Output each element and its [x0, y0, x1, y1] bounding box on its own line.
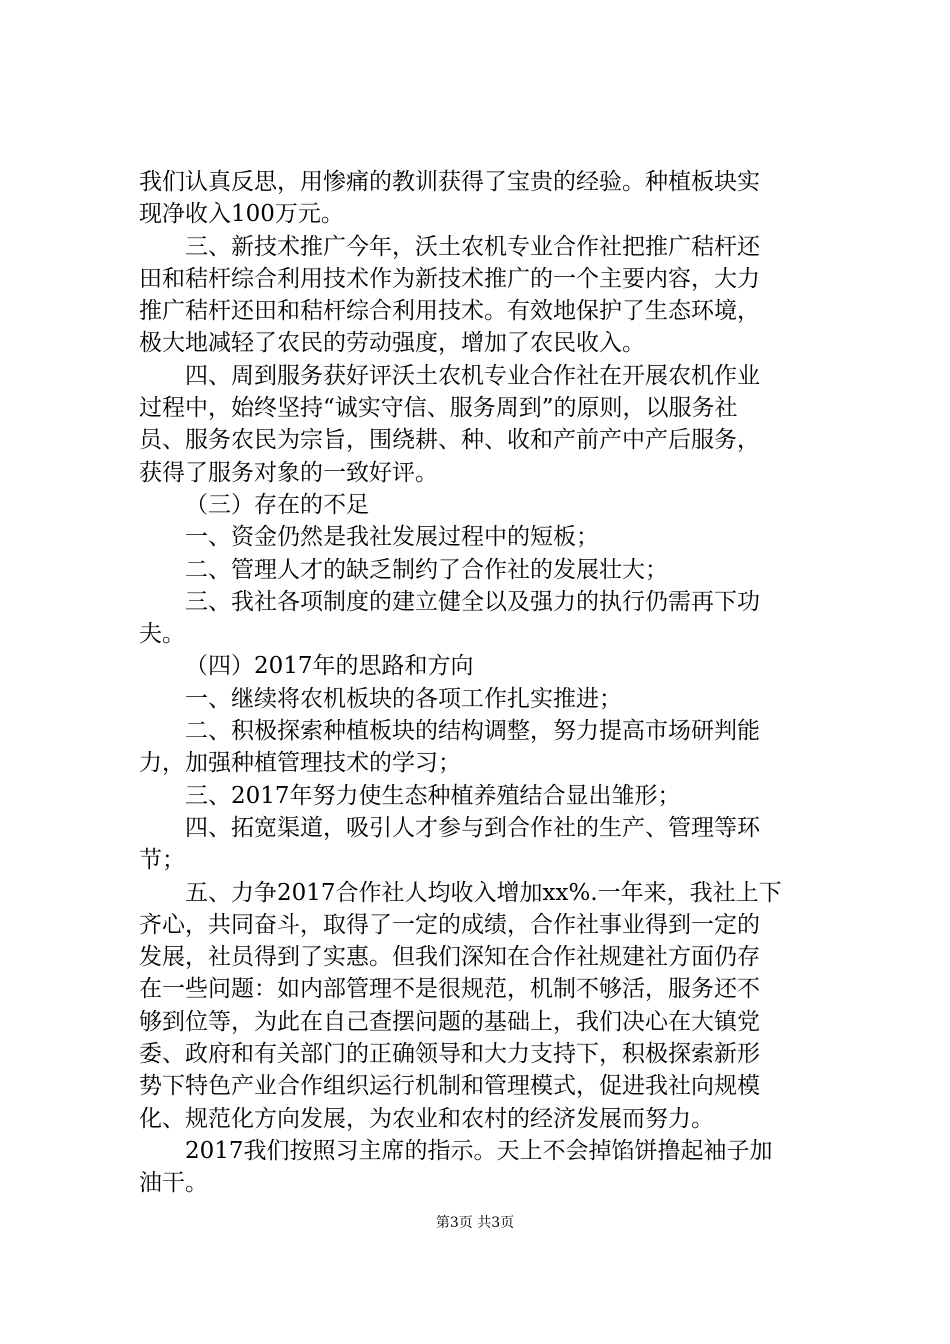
- paragraph-new-technology: 三、新技术推广今年，沃土农机专业合作社把推广秸杆还: [185, 233, 760, 260]
- text-line: 员、服务农民为宗旨，围绕耕、种、收和产前产中产后服务，: [139, 427, 760, 454]
- text-line: 油干。: [139, 1170, 208, 1197]
- text-line: 委、政府和有关部门的正确领导和大力支持下，积极探索新形: [139, 1041, 760, 1068]
- text-line: 获得了服务对象的一致好评。: [139, 459, 438, 486]
- text-line: 力，加强种植管理技术的学习；: [139, 750, 461, 777]
- text-line: 节；: [139, 847, 185, 874]
- page-number-label: 第3页 共3页: [435, 1215, 515, 1231]
- text-line: 过程中，始终坚持“诚实守信、服务周到”的原则，以服务社: [139, 395, 738, 422]
- closing-paragraph: 2017我们按照习主席的指示。天上不会掉馅饼撸起袖子加: [185, 1137, 773, 1164]
- list-item: 三、2017年努力使生态种植养殖结合显出雏形；: [185, 782, 681, 809]
- list-item: 一、继续将农机板块的各项工作扎实推进；: [185, 685, 622, 712]
- text-line: 田和秸杆综合利用技术作为新技术推广的一个主要内容，大力: [139, 265, 760, 292]
- list-item: 五、力争2017合作社人均收入增加xx%.一年来，我社上下: [185, 879, 782, 906]
- text-line: 夫。: [139, 621, 185, 648]
- paragraph-service: 四、周到服务获好评沃土农机专业合作社在开展农机作业: [185, 362, 760, 389]
- list-item: 二、管理人才的缺乏制约了合作社的发展壮大；: [185, 556, 668, 583]
- text-line: 齐心，共同奋斗，取得了一定的成绩，合作社事业得到一定的: [139, 911, 760, 938]
- text-line: 现净收入100万元。: [139, 201, 344, 228]
- text-line: 我们认真反思，用惨痛的教训获得了宝贵的经验。种植板块实: [139, 169, 760, 195]
- section-heading-shortcomings: （三）存在的不足: [185, 491, 369, 518]
- text-line: 化、规范化方向发展，为农业和农村的经济发展而努力。: [139, 1105, 714, 1132]
- list-item: 一、资金仍然是我社发展过程中的短板；: [185, 524, 599, 551]
- list-item: 二、积极探索种植板块的结构调整，努力提高市场研判能: [185, 718, 760, 745]
- text-line: 极大地减轻了农民的劳动强度，增加了农民收入。: [139, 330, 645, 357]
- text-line: 推广秸杆还田和秸杆综合利用技术。有效地保护了生态环境，: [139, 298, 760, 325]
- list-item: 四、拓宽渠道，吸引人才参与到合作社的生产、管理等环: [185, 814, 760, 841]
- text-line: 够到位等，为此在自己查摆问题的基础上，我们决心在大镇党: [139, 1008, 760, 1035]
- document-body: [139, 166, 839, 1200]
- text-line: 发展，社员得到了实惠。但我们深知在合作社规建社方面仍存: [139, 944, 760, 971]
- section-heading-2017-plan: （四）2017年的思路和方向: [185, 653, 474, 680]
- text-line: 在一些问题：如内部管理不是很规范，机制不够活，服务还不: [139, 976, 760, 1003]
- list-item: 三、我社各项制度的建立健全以及强力的执行仍需再下功: [185, 588, 760, 615]
- page-footer: [0, 1213, 950, 1233]
- text-line: 势下特色产业合作组织运行机制和管理模式，促进我社向规模: [139, 1073, 760, 1100]
